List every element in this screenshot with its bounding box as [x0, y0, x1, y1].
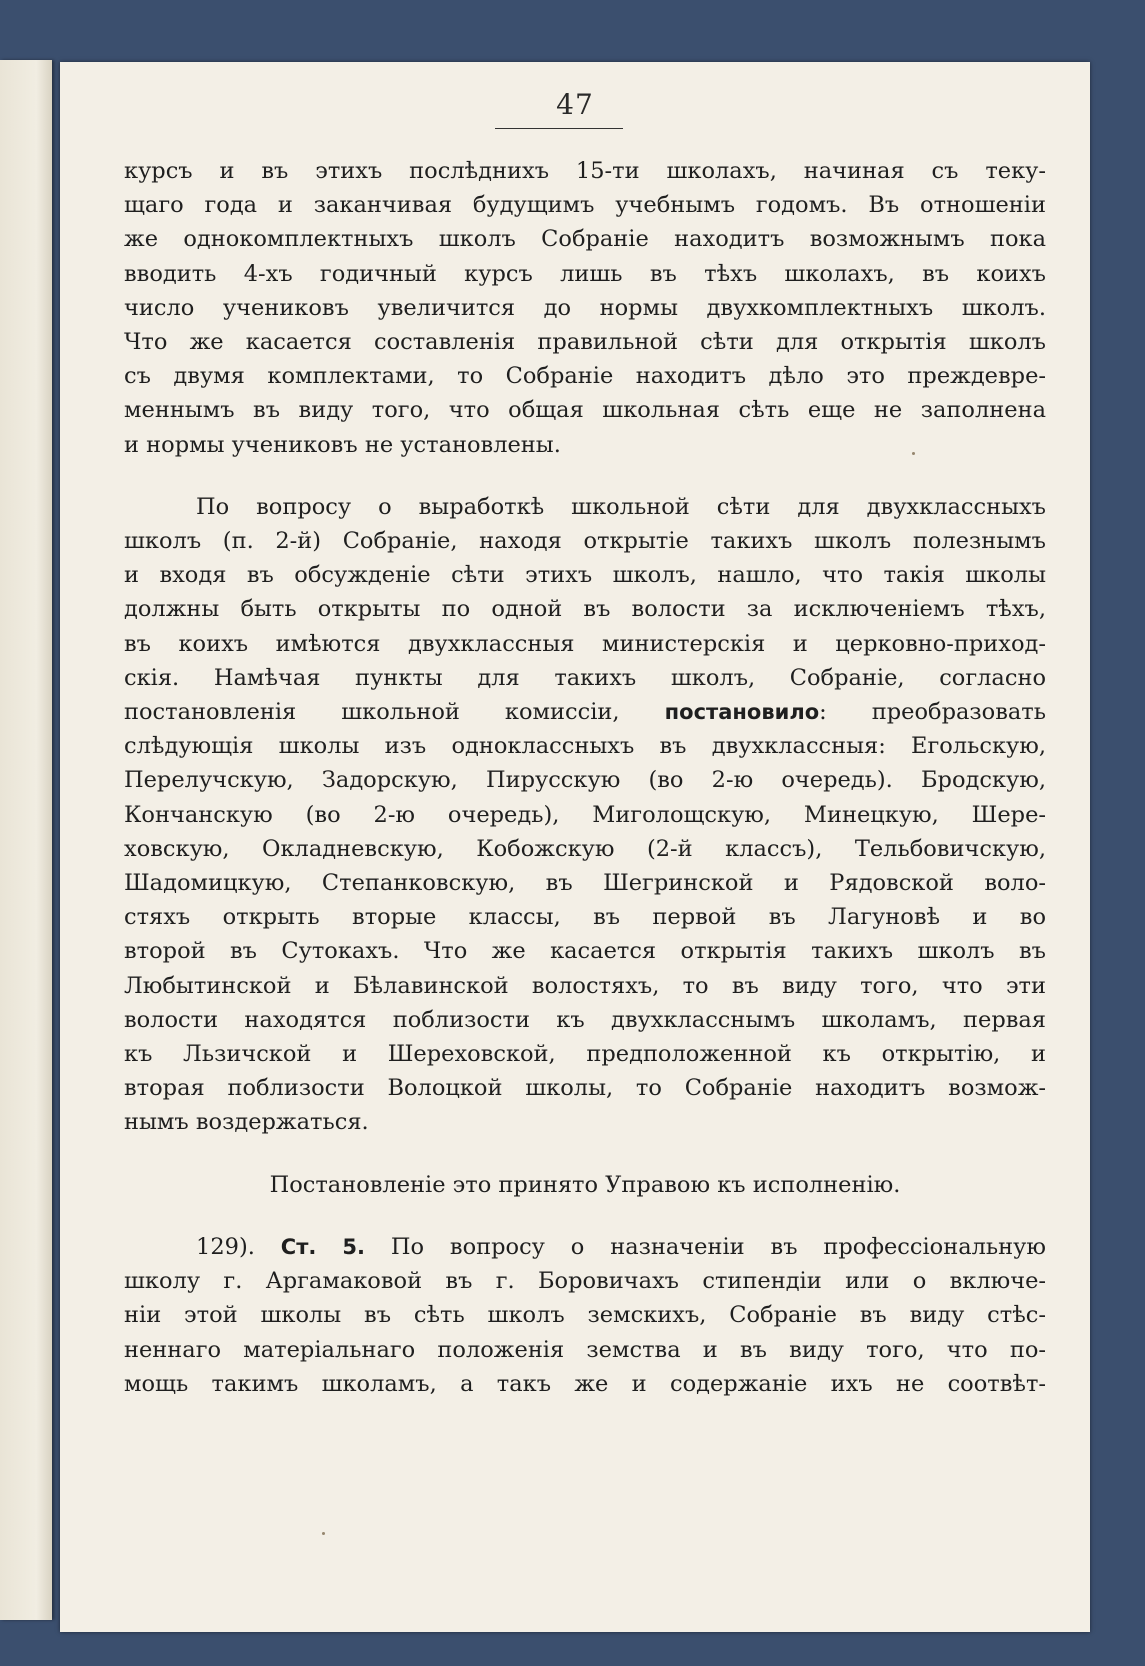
text-line: нымъ воздержаться. [124, 1109, 369, 1136]
text-line: вводить 4-хъ годичный курсъ лишь въ тѣхъ школахъ, въ коихъ [124, 260, 1046, 287]
text-line: щаго года и заканчивая будущимъ учебнымъ годомъ. Въ отношеніи [124, 192, 1046, 219]
text-line: По вопросу о выработкѣ школьной сѣти для двухклассныхъ [196, 493, 1046, 520]
paragraph-1 [124, 154, 1046, 462]
bold-word-postanovilo: постановило [664, 700, 820, 725]
text-line: курсъ и въ этихъ послѣднихъ 15-ти школахъ, начиная съ теку- [124, 158, 1046, 184]
text-line: ховскую, Окладневскую, Кобожскую (2-й классъ), Тельбовичскую, [124, 835, 1046, 862]
text-line: волости находятся поблизости къ двухкласснымъ школамъ, первая [124, 1006, 1046, 1033]
resolution-note [124, 1168, 1046, 1202]
previous-page-edge [0, 60, 52, 1620]
text-line: Шадомицкую, Степанковскую, въ Шегринской и Рядовской воло- [124, 870, 1046, 897]
text-line: слѣдующія школы изъ одноклассныхъ въ двухклассныя: Егольскую, [124, 733, 1046, 760]
text-line: неннаго матеріальнаго положенія земства и въ виду того, что по- [124, 1336, 1046, 1363]
text-line: Что же касается составленія правильной сѣти для открытія школъ [124, 329, 1046, 356]
text-fragment: : преобразовать [819, 699, 1046, 726]
document-page [60, 62, 1090, 1632]
text-fragment: По вопросу о назначеніи въ профессіональную [390, 1233, 1046, 1260]
text-line: школу г. Аргамаковой въ г. Боровичахъ стипендіи или о включе- [124, 1268, 1046, 1295]
text-line: скія. Намѣчая пункты для такихъ школъ, Собраніе, согласно [124, 664, 1046, 691]
paragraph-gap [124, 1202, 1046, 1230]
text-line: и входя въ обсужденіе сѣти этихъ школъ, нашло, что такія школы [124, 562, 1046, 589]
page-number-rule [495, 128, 623, 129]
text-line: Кончанскую (во 2-ю очередь), Миголощскую, Минецкую, Шере- [124, 801, 1046, 828]
text-line-with-bold [124, 1230, 1046, 1264]
text-line: Любытинской и Бѣлавинской волостяхъ, то въ виду того, что эти [124, 972, 1046, 999]
text-line: къ Льзичской и Шереховской, предположенной къ открытію, и [124, 1041, 1046, 1068]
text-line-centered: Постановленіе это принято Управою къ исполненію. [269, 1171, 901, 1198]
text-line-with-bold [124, 695, 1046, 729]
text-line: съ двумя комплектами, то Собраніе находитъ дѣло это преждевре- [124, 363, 1046, 390]
paragraph-2 [124, 490, 1046, 1140]
text-line: въ коихъ имѣются двухклассныя министерскія и церковно-приход- [124, 630, 1046, 657]
text-line: вторая поблизости Волоцкой школы, то Собраніе находитъ возмож- [124, 1075, 1046, 1102]
page-body [124, 154, 1046, 1401]
paragraph-gap [124, 1140, 1046, 1168]
paper-speck [322, 1532, 325, 1535]
text-line: меннымъ въ виду того, что общая школьная сѣть еще не заполнена [124, 397, 1046, 424]
text-line: должны быть открыты по одной въ волости за исключеніемъ тѣхъ, [124, 596, 1046, 623]
text-line: Перелучскую, Задорскую, Пирусскую (во 2-ю очередь). Бродскую, [124, 767, 1046, 794]
paragraph-129 [124, 1230, 1046, 1401]
text-line: школъ (п. 2-й) Собраніе, находя открытіе такихъ школъ полезнымъ [124, 528, 1046, 555]
item-number: 129). [196, 1233, 255, 1260]
text-line: мощь такимъ школамъ, а такъ же и содержаніе ихъ не соотвѣт- [124, 1370, 1046, 1397]
text-line: же однокомплектныхъ школъ Собраніе находитъ возможнымъ пока [124, 226, 1046, 253]
text-fragment: постановленія школьной комиссіи, [124, 699, 620, 726]
text-line: стяхъ открыть вторые классы, въ первой въ Лагуновѣ и во [124, 904, 1046, 931]
text-line: второй въ Сутокахъ. Что же касается открытія такихъ школъ въ [124, 938, 1046, 965]
text-line: и нормы учениковъ не установлены. [124, 431, 561, 458]
text-line: число учениковъ увеличится до нормы двухкомплектныхъ школъ. [124, 294, 1046, 321]
text-line: ніи этой школы въ сѣть школъ земскихъ, Собраніе въ виду стѣс- [124, 1302, 1046, 1329]
paragraph-gap [124, 462, 1046, 490]
bold-article-ref: Ст. 5. [280, 1234, 365, 1259]
page-number: 47 [556, 88, 594, 121]
paper-speck [912, 452, 915, 455]
